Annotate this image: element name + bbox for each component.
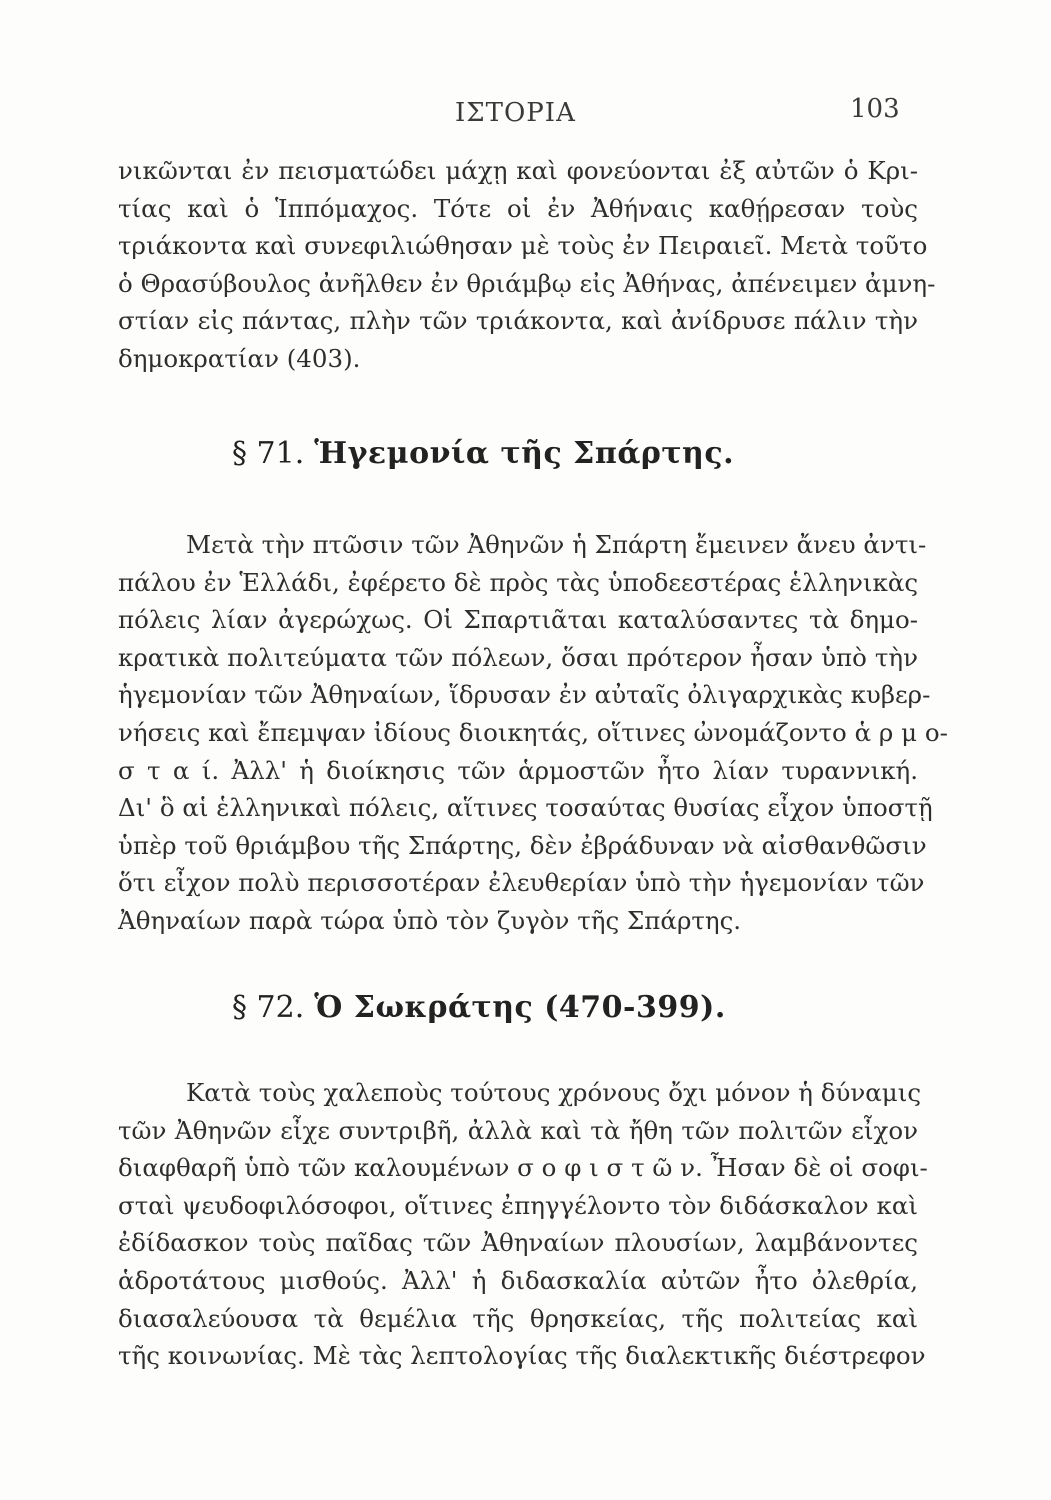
text-line: Μετὰ τὴν πτῶσιν τῶν Ἀθηνῶν ἡ Σπάρτη ἔμεινεν ἄνευ ἀντι- xyxy=(186,530,927,559)
section-71-paragraph xyxy=(118,526,948,940)
section-72-title: Ὁ Σωκράτης (470-399). xyxy=(314,990,726,1025)
text-line: κρατικὰ πολιτεύματα τῶν πόλεων, ὅσαι πρότερον ἦσαν ὑπὸ τὴν xyxy=(118,642,918,672)
text-line: ὑπὲρ τοῦ θριάμβου τῆς Σπάρτης, δὲν ἐβράδυναν νὰ αἰσθανθῶσιν xyxy=(118,830,927,860)
text-line: τῶν Ἀθηνῶν εἶχε συντριβῆ, ἀλλὰ καὶ τὰ ἤθη τῶν πολιτῶν εἶχον xyxy=(118,1115,918,1145)
text-line: νικῶνται ἐν πεισματώδει μάχῃ καὶ φονεύονται ἐξ αὐτῶν ὁ Κρι- xyxy=(118,156,918,185)
text-line: διαφθαρῆ ὑπὸ τῶν καλουμένων σ ο φ ι σ τ ῶ ν. Ἦσαν δὲ οἱ σοφι- xyxy=(118,1153,928,1183)
text-line: ὅτι εἶχον πολὺ περισσοτέραν ἐλευθερίαν ὑπὸ τὴν ἡγεμονίαν τῶν xyxy=(118,868,925,898)
page-number: 103 xyxy=(850,94,900,124)
text-line: Ἀθηναίων παρὰ τώρα ὑπὸ τὸν ζυγὸν τῆς Σπάρτης. xyxy=(118,905,742,935)
section-72-heading xyxy=(232,990,726,1025)
section-71-number: § 71. xyxy=(232,436,305,471)
section-72-number: § 72. xyxy=(232,990,305,1025)
text-line: πάλου ἐν Ἑλλάδι, ἐφέρετο δὲ πρὸς τὰς ὑποδεεστέρας ἑλληνικὰς xyxy=(118,567,919,597)
running-head xyxy=(0,94,1051,138)
section-72-paragraph xyxy=(118,1074,928,1375)
text-line: στίαν εἰς πάντας, πλὴν τῶν τριάκοντα, καὶ ἀνίδρυσε πάλιν τὴν xyxy=(118,306,918,336)
intro-paragraph xyxy=(118,152,936,378)
text-line: ὁ Θρασύβουλος ἀνῆλθεν ἐν θριάμβῳ εἰς Ἀθήνας, ἀπένειμεν ἀμνη- xyxy=(118,268,936,298)
text-line: τίας καὶ ὁ Ἱππόμαχος. Τότε οἱ ἐν Ἀθήναις καθῄρεσαν τοὺς xyxy=(118,193,918,223)
section-71-title: Ἡγεμονία τῆς Σπάρτης. xyxy=(314,436,735,471)
text-line: τριάκοντα καὶ συνεφιλιώθησαν μὲ τοὺς ἐν Πειραιεῖ. Μετὰ τοῦτο xyxy=(118,231,928,261)
text-line: νήσεις καὶ ἔπεμψαν ἰδίους διοικητάς, οἵτινες ὠνομάζοντο ἁ ρ μ ο- xyxy=(118,717,948,747)
text-line: ἐδίδασκον τοὺς παῖδας τῶν Ἀθηναίων πλουσίων, λαμβάνοντες xyxy=(118,1228,918,1258)
text-line: σ τ α ί. Ἀλλ' ἡ διοίκησις τῶν ἁρμοστῶν ἦτο λίαν τυραννική. xyxy=(118,755,918,785)
text-line: Κατὰ τοὺς χαλεποὺς τούτους χρόνους ὄχι μόνον ἡ δύναμις xyxy=(186,1078,922,1107)
text-line: σταὶ ψευδοφιλόσοφοι, οἵτινες ἐπηγγέλοντο τὸν διδάσκαλον καὶ xyxy=(118,1190,918,1220)
text-line: διασαλεύουσα τὰ θεμέλια τῆς θρησκείας, τῆς πολιτείας καὶ xyxy=(118,1303,918,1333)
running-head-title: ΙΣΤΟΡΙΑ xyxy=(455,98,576,128)
text-line: Δι' ὃ αἱ ἑλληνικαὶ πόλεις, αἵτινες τοσαύτας θυσίας εἶχον ὑποστῇ xyxy=(118,793,933,823)
text-line: πόλεις λίαν ἀγερώχως. Οἱ Σπαρτιᾶται καταλύσαντες τὰ δημο- xyxy=(118,605,918,635)
text-line: ἁδροτάτους μισθούς. Ἀλλ' ἡ διδασκαλία αὐτῶν ἦτο ὀλεθρία, xyxy=(118,1265,918,1295)
text-line: ἡγεμονίαν τῶν Ἀθηναίων, ἵδρυσαν ἐν αὐταῖς ὀλιγαρχικὰς κυβερ- xyxy=(118,680,931,710)
text-line: δημοκρατίαν (403). xyxy=(118,343,361,373)
text-line: τῆς κοινωνίας. Μὲ τὰς λεπτολογίας τῆς διαλεκτικῆς διέστρεφον xyxy=(118,1341,926,1371)
section-71-heading xyxy=(232,436,734,471)
